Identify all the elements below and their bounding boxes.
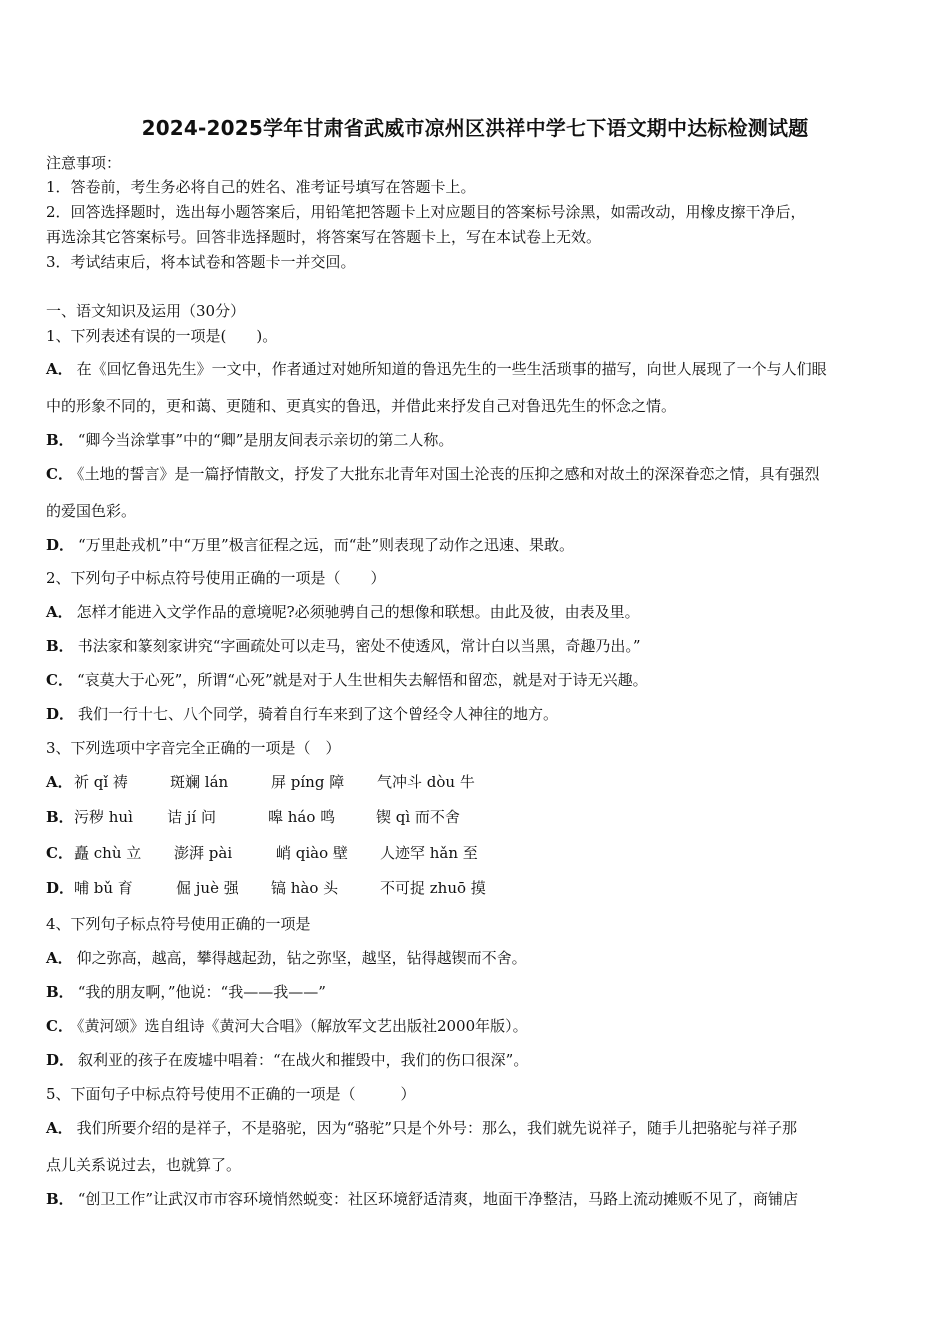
option-text: 仰之弥高，越高，攀得越起劲，钻之弥坚，越坚，钻得越锲而不舍。 [76, 949, 527, 967]
option-text: “创卫工作”让武汉市市容环境悄然蜕变：社区环境舒适清爽，地面干净整洁，马路上流动摊贩不见了，商铺店 [77, 1190, 799, 1208]
option-text: 我们一行十七、八个同学，骑着自行车来到了这个曾经令人神往的地方。 [78, 705, 559, 723]
option-label: D． [46, 879, 75, 897]
notice-item-3: 3．考试结束后，将本试卷和答题卡一并交回。 [46, 253, 356, 271]
q1-option-a-cont: 中的形象不同的，更和蔼、更随和、更真实的鲁迅，并借此来抒发自己对鲁迅先生的怀念之情。 [46, 397, 677, 415]
q4-option-c [46, 1016, 528, 1036]
pinyin-item: 气冲斗 dòu 牛 [377, 773, 475, 791]
q4-option-b [46, 982, 326, 1002]
q1-option-b [46, 430, 453, 450]
q1-option-c [46, 464, 819, 484]
option-label: A． [46, 603, 73, 621]
option-label: D． [46, 705, 75, 723]
pinyin-item: 嗥 háo 鸣 [268, 808, 336, 826]
pinyin-item: 斑斓 lán [170, 773, 229, 791]
pinyin-item: 污秽 huì [74, 808, 133, 826]
option-text: 在《回忆鲁迅先生》一文中，作者通过对她所知道的鲁迅先生的一些生活琐事的描写，向世人展现了一个与人们眼 [76, 360, 827, 378]
option-text: “万里赴戎机”中“万里”极言征程之远，而“赴”则表现了动作之迅速、果敢。 [78, 536, 575, 554]
pinyin-item: 屏 píng 障 [271, 773, 345, 791]
q2-option-a [46, 602, 640, 622]
q2-option-d [46, 704, 558, 724]
q1-option-a [46, 359, 827, 379]
pinyin-item: 诘 jí 问 [167, 808, 216, 826]
notice-item-1: 1．答卷前，考生务必将自己的姓名、准考证号填写在答题卡上。 [46, 178, 476, 196]
pinyin-item: 矗 chù 立 [74, 844, 142, 862]
q2-stem: 2、下列句子中标点符号使用正确的一项是（ ） [46, 569, 386, 587]
option-label: C． [46, 671, 73, 689]
option-text: 叙利亚的孩子在废墟中唱着：“在战火和摧毁中，我们的伤口很深”。 [78, 1051, 529, 1069]
option-label: C． [46, 1017, 73, 1035]
q1-option-c-cont: 的爱国色彩。 [46, 502, 137, 520]
option-text: “卿今当涂掌事”中的“卿”是朋友间表示亲切的第二人称。 [77, 431, 454, 449]
option-label: D． [46, 536, 75, 554]
option-text: 我们所要介绍的是祥子，不是骆驼，因为“骆驼”只是个外号：那么，我们就先说祥子，随手儿把骆驼与祥子那 [76, 1119, 797, 1137]
option-text: “我的朋友啊，”他说：“我——我——” [77, 983, 326, 1001]
pinyin-item: 不可捉 zhuō 摸 [380, 879, 486, 897]
q2-option-c [46, 670, 648, 690]
option-label: B． [46, 431, 74, 449]
option-label: B． [46, 808, 74, 826]
q5-stem: 5、下面句子中标点符号使用不正确的一项是（ ） [46, 1085, 416, 1103]
q4-option-a [46, 948, 527, 968]
option-text: 怎样才能进入文学作品的意境呢?必须驰骋自己的想像和联想。由此及彼，由表及里。 [76, 603, 640, 621]
notice-item-2-cont: 再选涂其它答案标号。回答非选择题时，将答案写在答题卡上，写在本试卷上无效。 [46, 228, 602, 246]
option-label: C． [46, 844, 73, 862]
option-label: B． [46, 1190, 74, 1208]
pinyin-item: 哺 bǔ 育 [74, 879, 133, 897]
exam-title: 2024-2025学年甘肃省武威市凉州区洪祥中学七下语文期中达标检测试题 [141, 116, 809, 140]
option-label: B． [46, 637, 74, 655]
q1-option-d [46, 535, 574, 555]
pinyin-item: 祈 qǐ 祷 [74, 773, 128, 791]
pinyin-item: 锲 qì 而不舍 [376, 808, 460, 826]
option-text: “哀莫大于心死”，所谓“心死”就是对于人生世相失去解悟和留恋，就是对于诗无兴趣。 [76, 671, 648, 689]
option-label: A． [46, 949, 73, 967]
q4-stem: 4、下列句子标点符号使用正确的一项是 [46, 915, 311, 933]
option-label: A． [46, 773, 73, 791]
q3-stem: 3、下列选项中字音完全正确的一项是（ ） [46, 739, 341, 757]
notice-item-2: 2．回答选择题时，选出每小题答案后，用铅笔把答题卡上对应题目的答案标号涂黑，如需改动，用橡皮擦干净后， [46, 203, 806, 221]
q5-option-a [46, 1118, 797, 1138]
pinyin-item: 倔 juè 强 [176, 879, 239, 897]
option-label: B． [46, 983, 74, 1001]
option-text: 《土地的誓言》是一篇抒情散文，抒发了大批东北青年对国土沦丧的压抑之感和对故土的深深眷恋之情，具有强烈 [76, 465, 820, 483]
q2-option-b [46, 636, 641, 656]
pinyin-item: 澎湃 pài [174, 844, 233, 862]
option-label: A． [46, 1119, 73, 1137]
option-text: 《黄河颂》选自组诗《黄河大合唱》（解放军文艺出版社2000年版）。 [76, 1017, 528, 1035]
q4-option-d [46, 1050, 528, 1070]
option-text: 书法家和篆刻家讲究“字画疏处可以走马，密处不使透风，常计白以当黑，奇趣乃出。” [77, 637, 641, 655]
option-label: A． [46, 360, 73, 378]
option-label: C． [46, 465, 73, 483]
option-label: D． [46, 1051, 75, 1069]
section-heading: 一、语文知识及运用（30分） [46, 302, 246, 320]
pinyin-item: 峭 qiào 壁 [276, 844, 348, 862]
notice-heading: 注意事项： [46, 154, 122, 172]
pinyin-item: 镐 hào 头 [271, 879, 339, 897]
q1-stem: 1、下列表述有误的一项是( )。 [46, 327, 278, 345]
q5-option-b [46, 1189, 798, 1209]
pinyin-item: 人迹罕 hǎn 至 [380, 844, 478, 862]
q5-option-a-cont: 点儿关系说过去，也就算了。 [46, 1156, 242, 1174]
